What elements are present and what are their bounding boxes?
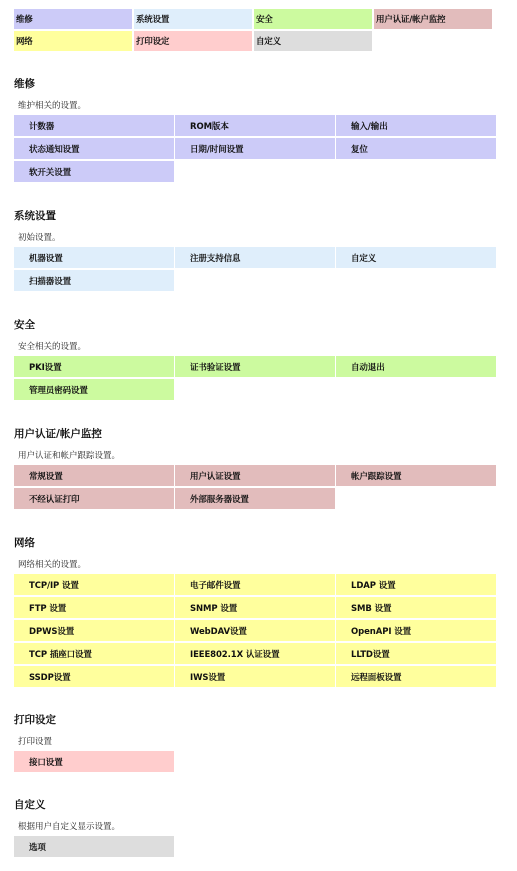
email-settings-button[interactable]: 电子邮件设置 (175, 574, 335, 595)
dpws-settings-button[interactable]: DPWS设置 (14, 620, 174, 641)
section-description: 网络相关的设置。 (18, 560, 87, 570)
button-grid (14, 465, 496, 509)
section-custom (14, 798, 496, 857)
section-user-auth (14, 427, 496, 509)
section-title: 安全 (14, 319, 35, 331)
ssdp-settings-button[interactable]: SSDP设置 (14, 666, 174, 687)
nav-security[interactable]: 安全 (254, 9, 372, 29)
iws-settings-button[interactable]: IWS设置 (175, 666, 335, 687)
lltd-settings-button[interactable]: LLTD设置 (336, 643, 496, 664)
system-custom-button[interactable]: 自定义 (336, 247, 496, 268)
ldap-settings-button[interactable]: LDAP 设置 (336, 574, 496, 595)
rom-version-button[interactable]: ROM版本 (175, 115, 335, 136)
section-title: 系统设置 (14, 210, 56, 222)
admin-password-button[interactable]: 管理员密码设置 (14, 379, 174, 400)
certificate-verification-button[interactable]: 证书验证设置 (175, 356, 335, 377)
section-title: 用户认证/帐户监控 (14, 428, 102, 440)
pki-settings-button[interactable]: PKI设置 (14, 356, 174, 377)
button-grid (14, 247, 496, 291)
button-grid (14, 115, 496, 182)
tcp-socket-button[interactable]: TCP 插座口设置 (14, 643, 174, 664)
input-output-button[interactable]: 输入/输出 (336, 115, 496, 136)
nav-user-auth[interactable]: 用户认证/帐户监控 (374, 9, 492, 29)
nav-system-settings[interactable]: 系统设置 (134, 9, 252, 29)
section-title: 打印设定 (14, 714, 56, 726)
auto-logout-button[interactable]: 自动退出 (336, 356, 496, 377)
scanner-settings-button[interactable]: 扫描器设置 (14, 270, 174, 291)
tcpip-settings-button[interactable]: TCP/IP 设置 (14, 574, 174, 595)
print-without-auth-button[interactable]: 不经认证打印 (14, 488, 174, 509)
external-server-button[interactable]: 外部服务器设置 (175, 488, 335, 509)
options-button[interactable]: 选项 (14, 836, 174, 857)
nav-network[interactable]: 网络 (14, 31, 132, 51)
section-description: 安全相关的设置。 (18, 342, 87, 352)
date-time-button[interactable]: 日期/时间设置 (175, 138, 335, 159)
section-title: 维修 (14, 78, 35, 90)
status-notification-button[interactable]: 状态通知设置 (14, 138, 174, 159)
button-grid (14, 751, 496, 772)
ftp-settings-button[interactable]: FTP 设置 (14, 597, 174, 618)
button-grid (14, 356, 496, 400)
general-settings-button[interactable]: 常规设置 (14, 465, 174, 486)
smb-settings-button[interactable]: SMB 设置 (336, 597, 496, 618)
registration-info-button[interactable]: 注册支持信息 (175, 247, 335, 268)
section-description: 打印设置 (18, 737, 53, 747)
section-maintenance (14, 77, 496, 182)
section-system-settings (14, 209, 496, 291)
button-grid (14, 574, 496, 687)
nav-maintenance[interactable]: 维修 (14, 9, 132, 29)
machine-settings-button[interactable]: 机器设置 (14, 247, 174, 268)
nav-custom[interactable]: 自定义 (254, 31, 372, 51)
snmp-settings-button[interactable]: SNMP 设置 (175, 597, 335, 618)
section-title: 网络 (14, 537, 35, 549)
webdav-settings-button[interactable]: WebDAV设置 (175, 620, 335, 641)
section-title: 自定义 (14, 799, 46, 811)
section-network (14, 536, 496, 687)
interface-settings-button[interactable]: 接口设置 (14, 751, 174, 772)
section-description: 根据用户自定义显示设置。 (18, 822, 121, 832)
user-auth-settings-button[interactable]: 用户认证设置 (175, 465, 335, 486)
remote-panel-button[interactable]: 远程面板设置 (336, 666, 496, 687)
counter-button[interactable]: 计数器 (14, 115, 174, 136)
section-security (14, 318, 496, 400)
section-print-settings (14, 713, 496, 772)
ieee8021x-button[interactable]: IEEE802.1X 认证设置 (175, 643, 335, 664)
software-switch-button[interactable]: 软开关设置 (14, 161, 174, 182)
section-description: 维护相关的设置。 (18, 101, 87, 111)
top-navigation (14, 9, 494, 51)
reset-button[interactable]: 复位 (336, 138, 496, 159)
button-grid (14, 836, 496, 857)
nav-print-settings[interactable]: 打印设定 (134, 31, 252, 51)
openapi-settings-button[interactable]: OpenAPI 设置 (336, 620, 496, 641)
section-description: 初始设置。 (18, 233, 61, 243)
section-description: 用户认证和帐户跟踪设置。 (18, 451, 121, 461)
account-track-button[interactable]: 帐户跟踪设置 (336, 465, 496, 486)
